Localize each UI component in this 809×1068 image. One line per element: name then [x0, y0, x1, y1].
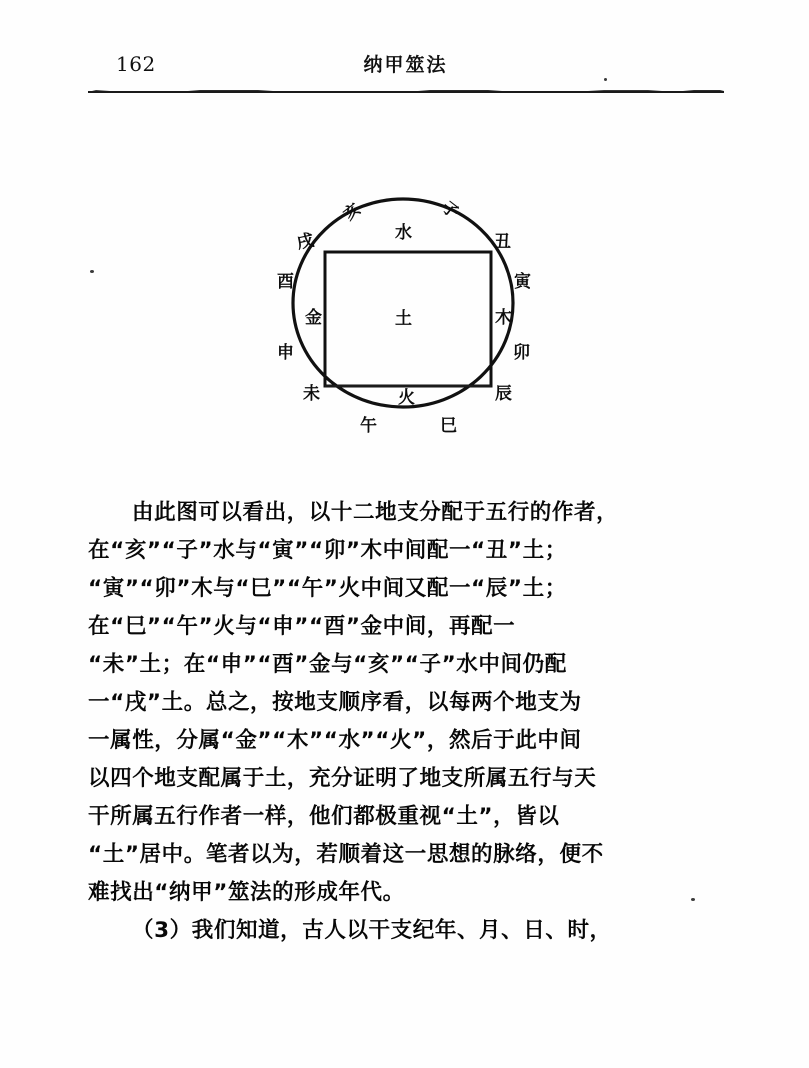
body-line: “寅”“卯”木与“巳”“午”火中间又配一“辰”土；	[88, 576, 567, 601]
body-line: 干所属五行作者一样，他们都极重视“土”，皆以	[88, 804, 560, 829]
body-line: （3）我们知道，古人以干支纪年、月、日、时，	[132, 918, 612, 943]
inner-label-fire: 火	[398, 388, 415, 408]
outer-label-xu: 戌	[295, 230, 316, 254]
outer-label-shen: 申	[277, 343, 294, 363]
running-title: 纳甲筮法	[363, 54, 448, 76]
outer-label-wei: 未	[303, 384, 320, 404]
five-phases-diagram	[255, 190, 555, 450]
header-divider-rule	[88, 91, 724, 93]
outer-label-zi: 子	[438, 197, 463, 223]
body-line: “未”土；在“申”“酉”金与“亥”“子”水中间仍配	[88, 652, 567, 677]
body-line: 在“巳”“午”火与“申”“酉”金中间，再配一	[88, 614, 516, 639]
inner-label-wood: 木	[495, 308, 512, 328]
scan-speck	[90, 270, 94, 273]
body-line: “土”居中。笔者以为，若顺着这一思想的脉络，便不	[88, 842, 604, 867]
body-line: 一属性，分属“金”“木”“水”“火”，然后于此中间	[88, 728, 582, 753]
outer-label-hai: 亥	[339, 199, 364, 225]
outer-label-mao: 卯	[513, 343, 530, 363]
outer-label-si: 巳	[440, 416, 457, 436]
outer-label-wu: 午	[360, 416, 377, 436]
body-line: 以四个地支配属于土，充分证明了地支所属五行与天	[88, 766, 597, 791]
body-line: 难找出“纳甲”筮法的形成年代。	[88, 880, 405, 905]
outer-label-chou: 丑	[494, 232, 511, 252]
inner-label-earth: 土	[395, 309, 412, 329]
scan-speck	[604, 78, 607, 81]
body-line: 由此图可以看出，以十二地支分配于五行的作者，	[132, 500, 619, 525]
outer-label-chen: 辰	[495, 384, 512, 404]
page-header	[88, 50, 723, 84]
inner-label-metal: 金	[305, 308, 322, 328]
body-line: 一“戌”土。总之，按地支顺序看，以每两个地支为	[88, 690, 582, 715]
page-number: 162	[116, 52, 156, 76]
body-text	[88, 494, 728, 950]
body-line: 在“亥”“子”水与“寅”“卯”木中间配一“丑”土；	[88, 538, 567, 563]
outer-label-yin: 寅	[514, 272, 531, 292]
inner-label-water: 水	[395, 223, 412, 243]
outer-label-you: 酉	[277, 272, 294, 292]
